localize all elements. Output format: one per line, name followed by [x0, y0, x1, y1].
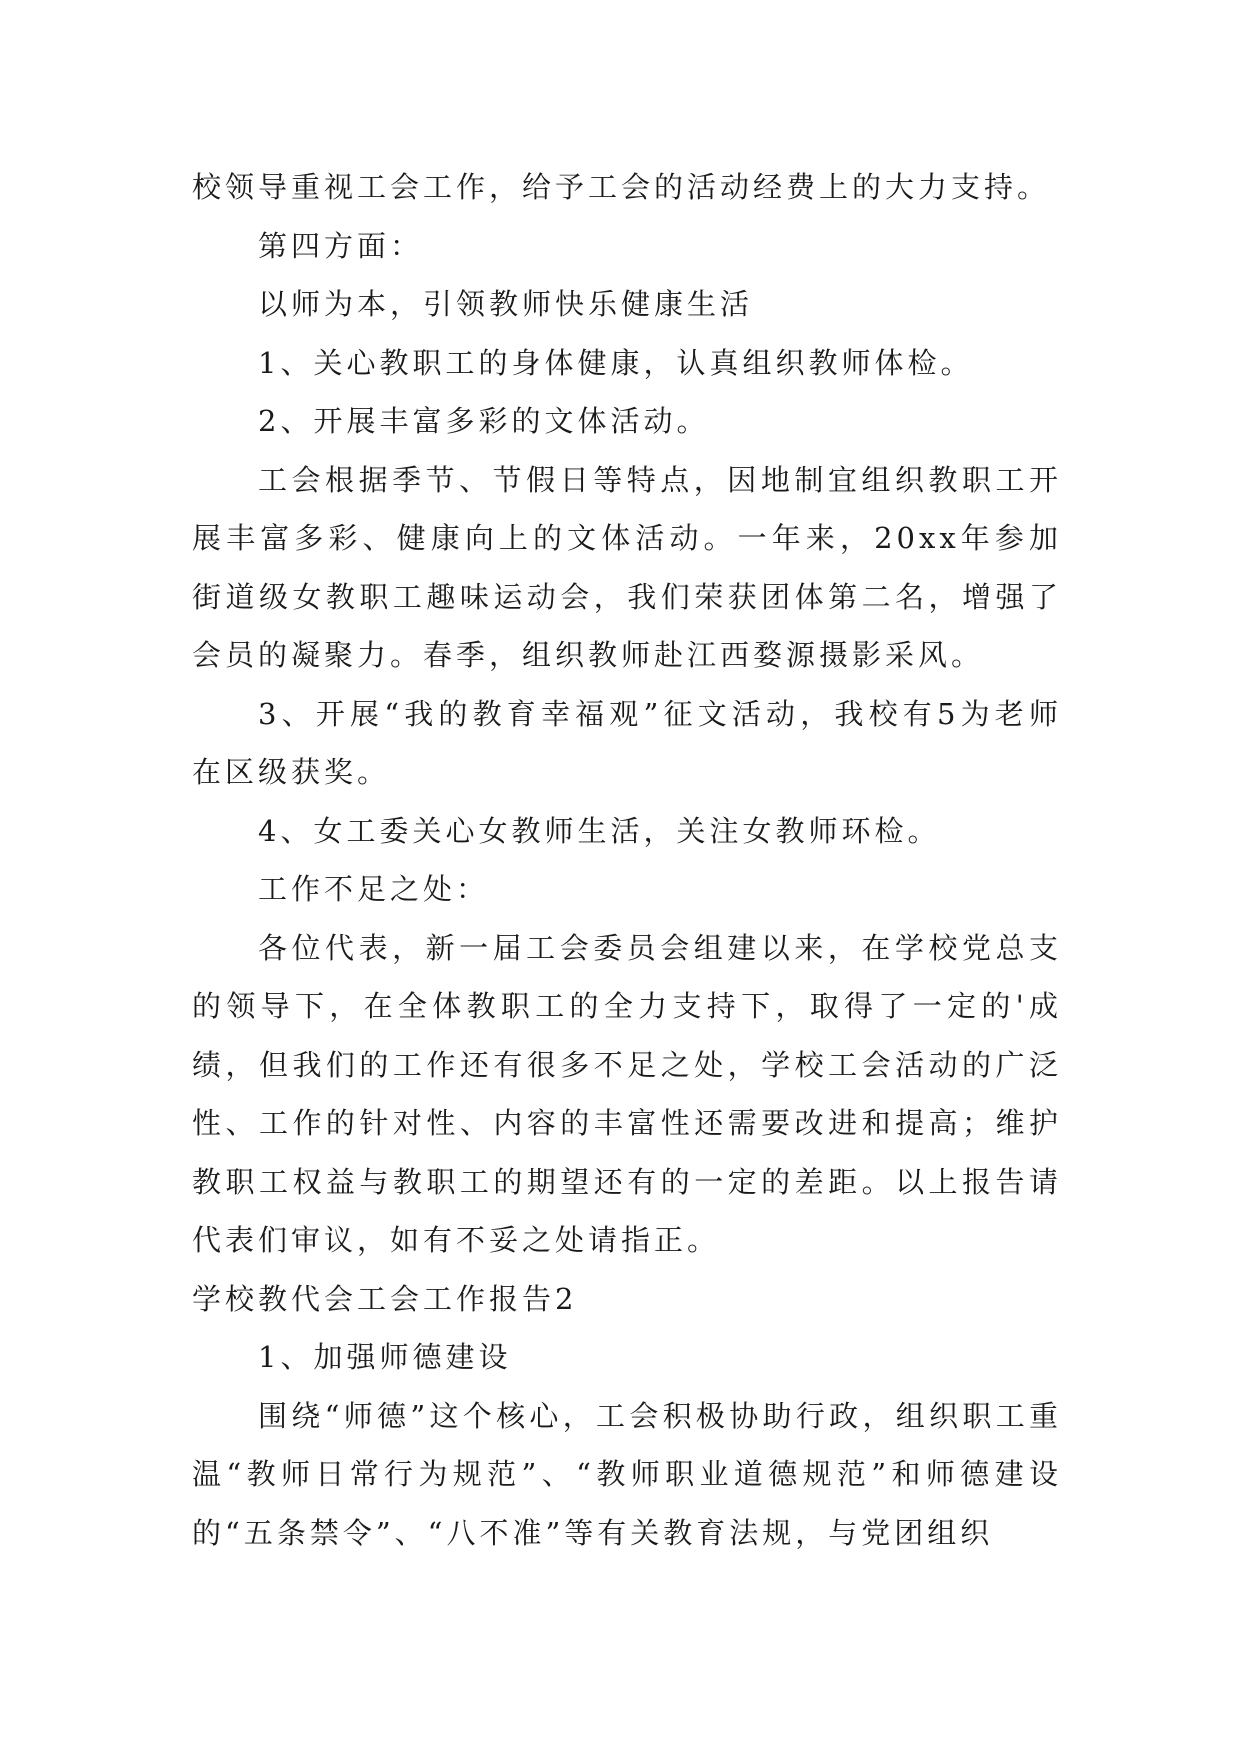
paragraph: 各位代表，新一届工会委员会组建以来，在学校党总支的领导下，在全体教职工的全力支持下，取得了一定的'成绩，但我们的工作还有很多不足之处，学校工会活动的广泛性、工作的针对性、内容的丰富性还需要改进和提高；维护教职工权益与教职工的期望还有的一定的差距。以上报告请代表们审议，如有不妥之处请指正。 [192, 930, 1062, 1257]
section-heading: 学校教代会工会工作报告2 [192, 1281, 578, 1316]
paragraph: 以师为本，引领教师快乐健康生活 [258, 287, 754, 321]
paragraph: 工作不足之处： [258, 872, 490, 906]
paragraph: 1、加强师德建设 [258, 1340, 512, 1374]
paragraph: 工会根据季节、节假日等特点，因地制宜组织教职工开展丰富多彩、健康向上的文体活动。一年来，20xx年参加街道级女教职工趣味运动会，我们荣获团体第二名，增强了会员的凝聚力。春季，组织教师赴江西婺源摄影采风。 [192, 462, 1062, 672]
paragraph: 校领导重视工会工作，给予工会的活动经费上的大力支持。 [192, 170, 1051, 204]
paragraph: 4、女工委关心女教师生活，关注女教师环检。 [258, 813, 941, 848]
paragraph: 2、开展丰富多彩的文体活动。 [258, 404, 710, 438]
document-page [192, 158, 1062, 1562]
paragraph: 第四方面： [258, 228, 424, 263]
paragraph: 围绕“师德”这个核心，工会积极协助行政，组织职工重温“教师日常行为规范”、“教师职业道德规范”和师德建设的“五条禁令”、“八不准”等有关教育法规，与党团组织 [192, 1398, 1062, 1550]
paragraph: 1、关心教职工的身体健康，认真组织教师体检。 [258, 345, 974, 380]
paragraph: 3、开展“我的教育幸福观”征文活动，我校有5为老师在区级获奖。 [192, 696, 1062, 789]
